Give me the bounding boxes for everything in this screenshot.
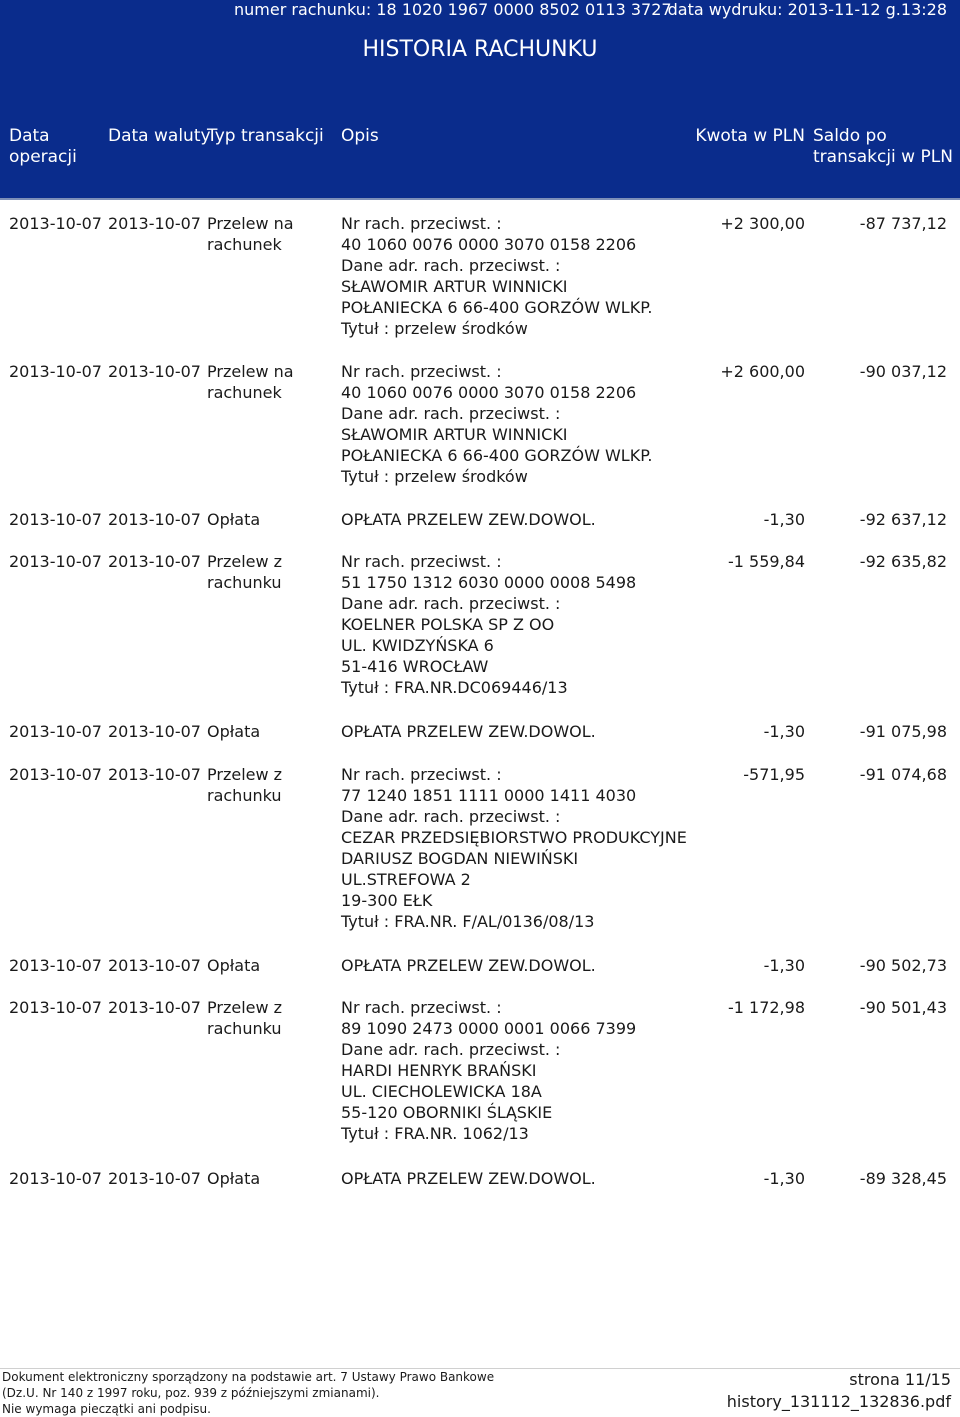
balance-after: -91 074,68 [859,765,947,784]
transaction-type: Przelew na rachunek [207,214,294,254]
operation-date: 2013-10-07 [9,552,102,571]
transaction-type: Opłata [207,510,261,529]
print-date: data wydruku: 2013-11-12 g.13:28 [667,0,947,19]
column-header-amount: Kwota w PLN [695,126,805,146]
transaction-description: Nr rach. przeciwst. : 40 1060 0076 0000 3070 0158 2206 Dane adr. rach. przeciwst. : SŁAWOMIR ARTUR WINNICKI POŁANIECKA 6 66-400 GORZÓW WLKP. Tytuł : przelew środków [341,362,653,486]
value-date: 2013-10-07 [108,510,201,529]
transaction-type: Przelew na rachunek [207,362,294,402]
transaction-type: Przelew z rachunku [207,998,283,1038]
legal-notice: Dokument elektroniczny sporządzony na podstawie art. 7 Ustawy Prawo Bankowe (Dz.U. Nr 140 z 1997 roku, poz. 939 z późniejszymi zmianami). Nie wymaga pieczątki ani podpisu. [2,1370,495,1416]
document-footer [0,1368,960,1417]
value-date: 2013-10-07 [108,1169,201,1188]
transaction-amount: -1 172,98 [727,998,805,1017]
transaction-description: Nr rach. przeciwst. : 77 1240 1851 1111 0000 1411 4030 Dane adr. rach. przeciwst. : CEZAR PRZEDSIĘBIORSTWO PRODUKCYJNE DARIUSZ BOGDAN NIEWIŃSKI UL.STREFOWA 2 19-300 EŁK Tytuł : FRA.NR. F/AL/0136/08/13 [341,765,687,931]
value-date: 2013-10-07 [108,214,201,233]
transaction-amount: -1,30 [763,956,805,975]
balance-after: -92 635,82 [859,552,947,571]
column-header-description: Opis [341,126,379,146]
transaction-description: OPŁATA PRZELEW ZEW.DOWOL. [341,956,596,975]
operation-date: 2013-10-07 [9,722,102,741]
operation-date: 2013-10-07 [9,510,102,529]
balance-after: -90 501,43 [859,998,947,1017]
transaction-amount: -1 559,84 [727,552,805,571]
operation-date: 2013-10-07 [9,765,102,784]
balance-after: -92 637,12 [859,510,947,529]
transaction-amount: -1,30 [763,722,805,741]
transaction-description: OPŁATA PRZELEW ZEW.DOWOL. [341,722,596,741]
value-date: 2013-10-07 [108,956,201,975]
transaction-type: Opłata [207,1169,261,1188]
page-info [727,1369,951,1413]
value-date: 2013-10-07 [108,765,201,784]
balance-after: -90 037,12 [859,362,947,381]
column-header-type: Typ transakcji [207,126,324,146]
transaction-amount: -571,95 [743,765,805,784]
balance-after: -89 328,45 [859,1169,947,1188]
transaction-amount: +2 600,00 [720,362,805,381]
page-title: HISTORIA RACHUNKU [362,37,598,62]
column-header-date: Data operacji [9,126,77,167]
value-date: 2013-10-07 [108,552,201,571]
transaction-amount: +2 300,00 [720,214,805,233]
transaction-description: OPŁATA PRZELEW ZEW.DOWOL. [341,510,596,529]
operation-date: 2013-10-07 [9,1169,102,1188]
operation-date: 2013-10-07 [9,998,102,1017]
column-header-value-date: Data waluty [108,126,211,146]
value-date: 2013-10-07 [108,362,201,381]
transaction-amount: -1,30 [763,1169,805,1188]
transaction-amount: -1,30 [763,510,805,529]
transaction-type: Opłata [207,722,261,741]
transaction-type: Przelew z rachunku [207,552,283,592]
transaction-description: Nr rach. przeciwst. : 51 1750 1312 6030 0000 0008 5498 Dane adr. rach. przeciwst. : KOELNER POLSKA SP Z OO UL. KWIDZYŃSKA 6 51-416 WROCŁAW Tytuł : FRA.NR.DC069446/13 [341,552,637,697]
transaction-description: Nr rach. przeciwst. : 40 1060 0076 0000 3070 0158 2206 Dane adr. rach. przeciwst. : SŁAWOMIR ARTUR WINNICKI POŁANIECKA 6 66-400 GORZÓW WLKP. Tytuł : przelew środków [341,214,653,338]
operation-date: 2013-10-07 [9,956,102,975]
page-number: strona 11/15 [849,1370,951,1389]
transaction-type: Opłata [207,956,261,975]
transaction-description: OPŁATA PRZELEW ZEW.DOWOL. [341,1169,596,1188]
balance-after: -90 502,73 [859,956,947,975]
document-header [0,0,960,80]
transaction-description: Nr rach. przeciwst. : 89 1090 2473 0000 0001 0066 7399 Dane adr. rach. przeciwst. : HARDI HENRYK BRAŃSKI UL. CIECHOLEWICKA 18A 55-120 OBORNIKI ŚLĄSKIE Tytuł : FRA.NR. 1062/13 [341,998,637,1143]
table-header [0,80,960,200]
operation-date: 2013-10-07 [9,362,102,381]
transaction-type: Przelew z rachunku [207,765,283,805]
value-date: 2013-10-07 [108,722,201,741]
value-date: 2013-10-07 [108,998,201,1017]
balance-after: -91 075,98 [859,722,947,741]
balance-after: -87 737,12 [859,214,947,233]
file-name: history_131112_132836.pdf [726,1392,951,1411]
operation-date: 2013-10-07 [9,214,102,233]
account-number: numer rachunku: 18 1020 1967 0000 8502 0113 3727 [234,0,672,19]
column-header-balance: Saldo po transakcji w PLN [813,126,953,167]
